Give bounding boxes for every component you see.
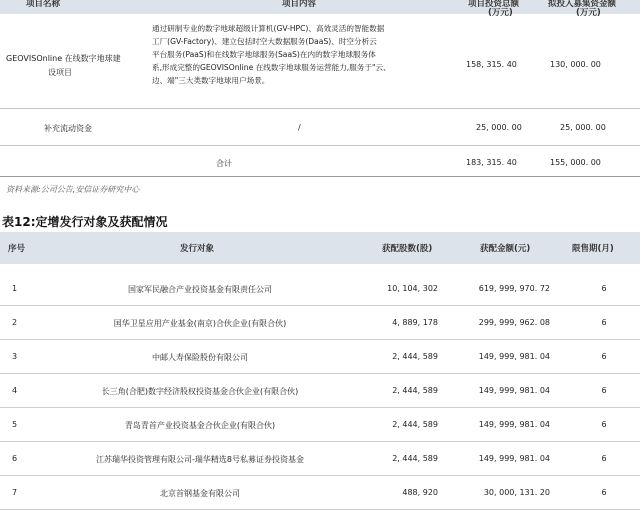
- row-amount: 149, 999, 981. 04: [478, 386, 550, 395]
- working-capital-name: 补充流动资金: [44, 124, 92, 133]
- row-lock: 6: [601, 488, 607, 497]
- table-row: [0, 441, 640, 476]
- row-shares: 2, 444, 589: [392, 352, 438, 361]
- row-amount: 30, 000, 131. 20: [483, 488, 550, 497]
- content-line-4: 系,形成完整的GEOVISOnline 在线数字地球服务运营能力,服务于"云、: [152, 63, 391, 72]
- table-row: [0, 407, 640, 442]
- row-shares: 2, 444, 589: [392, 420, 438, 429]
- project-name-line-2: 设项目: [48, 68, 72, 77]
- row-shares: 2, 444, 589: [392, 454, 438, 463]
- row-amount: 149, 999, 981. 04: [478, 352, 550, 361]
- row-seq: 4: [12, 386, 18, 395]
- project-total-invest: 158, 315. 40: [466, 60, 517, 69]
- project-raise: 130, 000. 00: [550, 60, 601, 69]
- row-investor: 国家军民融合产业投资基金有限责任公司: [128, 285, 272, 294]
- table-bottom-border: [0, 176, 640, 177]
- content-line-5: 边、端"三大类数字地球用户场景。: [152, 76, 270, 85]
- working-capital-total: 25, 000. 00: [476, 123, 522, 132]
- table1-header: [0, 0, 640, 18]
- total-raise-sum: 155, 000. 00: [550, 158, 601, 167]
- row-investor: 江苏瑞华投资管理有限公司-瑞华精选8号私募证券投资基金: [96, 455, 304, 464]
- table-row: [0, 373, 640, 408]
- header-name: 发行对象: [180, 244, 215, 254]
- row-amount: 619, 999, 970. 72: [478, 284, 550, 293]
- row-seq: 7: [12, 488, 18, 497]
- row-shares: 4, 889, 178: [392, 318, 438, 327]
- row-lock: 6: [601, 318, 607, 327]
- table2-header: [0, 232, 640, 264]
- row-seq: 2: [12, 318, 18, 327]
- row-investor: 中邮人寿保险股份有限公司: [152, 353, 248, 362]
- row-shares: 2, 444, 589: [392, 386, 438, 395]
- content-line-3: 平台服务(PaaS)和在线数字地球服务(SaaS)在内的数字地球服务体: [152, 50, 376, 59]
- row-shares: 488, 920: [402, 488, 438, 497]
- table-row: [0, 475, 640, 510]
- project-content: [152, 22, 452, 87]
- header-amount: 获配金额(元): [480, 244, 531, 254]
- header-raise-unit: (万元): [576, 8, 601, 18]
- row-amount: 299, 999, 962. 08: [478, 318, 550, 327]
- content-line-2: 工厂(GV-Factory)、建立包括时空大数据服务(DaaS)、时空分析云: [152, 37, 377, 46]
- row-investor: 长三角(合肥)数字经济股权投资基金合伙企业(有限合伙): [101, 387, 299, 396]
- row-investor: 国华卫星应用产业基金(南京)合伙企业(有限合伙): [113, 319, 287, 328]
- header-project-content: 项目内容: [282, 0, 317, 9]
- row-lock: 6: [601, 420, 607, 429]
- row-divider: [0, 145, 640, 146]
- table-row: [0, 305, 640, 340]
- row-lock: 6: [601, 284, 607, 293]
- header-seq: 序号: [8, 244, 26, 254]
- header-total-invest-unit: (万元): [488, 8, 513, 18]
- row-amount: 149, 999, 981. 04: [478, 454, 550, 463]
- header-shares: 获配股数(股): [382, 244, 433, 254]
- table-row: [0, 339, 640, 374]
- row-lock: 6: [601, 386, 607, 395]
- source-note: 资料来源:公司公告,安信证券研究中心: [6, 185, 140, 194]
- working-capital-content: /: [298, 123, 301, 132]
- project-name-line-1: GEOVISOnline 在线数字地球建: [6, 54, 121, 63]
- total-label: 合计: [216, 159, 232, 168]
- table-row: [0, 271, 640, 306]
- content-line-1: 通过研制专业的数字地球超级计算机(GV-HPC)、高效灵活的智能数据: [152, 24, 385, 33]
- row-shares: 10, 104, 302: [387, 284, 438, 293]
- row-investor: 青岛青首产业投资基金合伙企业(有限合伙): [124, 421, 276, 430]
- total-invest-sum: 183, 315. 40: [466, 158, 517, 167]
- row-lock: 6: [601, 352, 607, 361]
- row-seq: 6: [12, 454, 18, 463]
- row-amount: 149, 999, 981. 04: [478, 420, 550, 429]
- header-lock: 限售期(月): [572, 244, 614, 254]
- row-divider: [0, 108, 640, 109]
- row-seq: 3: [12, 352, 18, 361]
- table2-title: 表12:定增发行对象及获配情况: [2, 215, 168, 229]
- header-total-invest: 项目投资总额: [468, 0, 520, 9]
- header-project-name: 项目名称: [26, 0, 61, 9]
- row-seq: 5: [12, 420, 18, 429]
- row-seq: 1: [12, 284, 18, 293]
- row-investor: 北京首钢基金有限公司: [160, 489, 240, 498]
- header-raise: 拟投入募集资金额: [548, 0, 617, 9]
- working-capital-raise: 25, 000. 00: [560, 123, 606, 132]
- row-lock: 6: [601, 454, 607, 463]
